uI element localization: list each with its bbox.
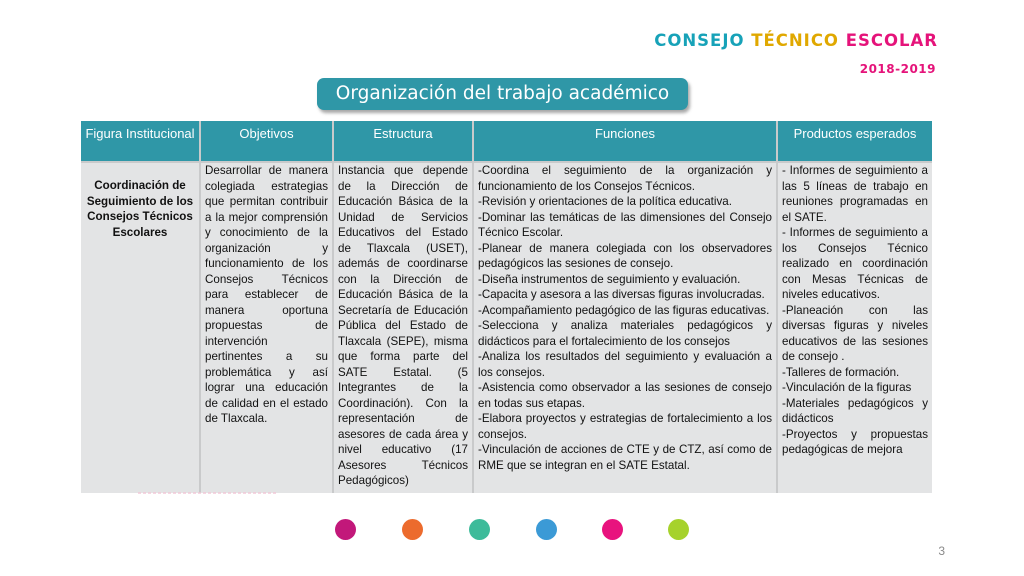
brand-heading bbox=[654, 31, 938, 50]
header-productos: Productos esperados bbox=[778, 121, 932, 161]
producto-item: -Talleres de formación. bbox=[782, 365, 900, 379]
dot-magenta bbox=[335, 519, 356, 540]
funcion-item: -Planear de manera colegiada con los observadores pedagógicos las sesiones de consejo. bbox=[478, 241, 772, 270]
dot-blue bbox=[536, 519, 557, 540]
funcion-item: -Coordina el seguimiento de la organización y funcionamiento de los Consejos Técnicos. bbox=[478, 164, 772, 193]
faint-footer-mark bbox=[138, 492, 278, 494]
slide-title: Organización del trabajo académico bbox=[317, 78, 688, 110]
producto-item: - Informes de seguimiento a los Consejos Técnico realizado en coordinación con Mesas Técnicas de niveles educativos. bbox=[782, 226, 928, 301]
funcion-item: -Dominar las temáticas de las dimensiones del Consejo Técnico Escolar. bbox=[478, 210, 772, 239]
row-productos bbox=[778, 163, 932, 493]
dot-orange bbox=[402, 519, 423, 540]
producto-item: - Informes de seguimiento a las 5 líneas de trabajo en reuniones programadas en el SATE. bbox=[782, 164, 928, 224]
header-figura: Figura Institucional bbox=[81, 121, 199, 161]
decorative-dots bbox=[0, 519, 1024, 543]
funcion-item: -Capacita y asesora a las diversas figuras involucradas. bbox=[478, 288, 765, 301]
producto-item: -Vinculación de la figuras bbox=[782, 381, 912, 394]
brand-word-escolar: ESCOLAR bbox=[845, 31, 938, 50]
page-number: 3 bbox=[938, 544, 945, 558]
brand-word-consejo: CONSEJO bbox=[654, 31, 745, 50]
producto-item: -Proyectos y propuestas pedagógicas de mejora bbox=[782, 427, 928, 456]
row-objetivos: Desarrollar de manera colegiada estrategias que permitan contribuir a la mejor comprensión y conocimiento de la organización y funcionamiento de los Consejos Técnicos para establecer de manera oportuna propuestas de intervención pertinentes a su problemática y así lograr una educación de calidad en el estado de Tlaxcala. bbox=[201, 163, 332, 493]
header-funciones: Funciones bbox=[474, 121, 776, 161]
dot-pink bbox=[602, 519, 623, 540]
academic-organization-table bbox=[81, 121, 932, 493]
header-objetivos: Objetivos bbox=[201, 121, 332, 161]
funcion-item: -Asistencia como observador a las sesiones de consejo en todas sus etapas. bbox=[478, 381, 772, 410]
funcion-item: -Revisión y orientaciones de la política educativa. bbox=[478, 195, 732, 208]
funcion-item: -Vinculación de acciones de CTE y de CTZ, así como de RME que se integran en el SATE Estatal. bbox=[478, 443, 772, 472]
school-year: 2018-2019 bbox=[859, 62, 936, 76]
brand-word-tecnico: TÉCNICO bbox=[751, 31, 839, 50]
producto-item: -Planeación con las diversas figuras y niveles educativos de las sesiones de consejo . bbox=[782, 303, 928, 363]
funcion-item: -Analiza los resultados del seguimiento y evaluación a los consejos. bbox=[478, 350, 772, 379]
funcion-item: -Acompañamiento pedagógico de las figuras educativas. bbox=[478, 303, 770, 317]
funcion-item: -Elabora proyectos y estrategias de fortalecimiento a los consejos. bbox=[478, 412, 772, 441]
row-figura: Coordinación de Seguimiento de los Consejos Técnicos Escolares bbox=[81, 163, 199, 493]
row-estructura: Instancia que depende de la Dirección de Educación Básica de la Unidad de Servicios Educativos del Estado de Tlaxcala (USET), además de coordinarse con la Dirección de Educación Básica de la Secretaría de Educación Pública del Estado de Tlaxcala (SEPE), misma que forma parte del SATE Estatal. (5 Integrantes de la Coordinación). Con la representación de asesores de cada área y nivel educativo (17 Asesores Técnicos Pedagógicos) bbox=[334, 163, 472, 493]
producto-item: -Materiales pedagógicos y didácticos bbox=[782, 396, 928, 425]
row-funciones bbox=[474, 163, 776, 493]
dot-teal bbox=[469, 519, 490, 540]
dot-lime bbox=[668, 519, 689, 540]
header-estructura: Estructura bbox=[334, 121, 472, 161]
funcion-item: -Selecciona y analiza materiales pedagógicos y didácticos para el fortalecimiento de los consejos bbox=[478, 319, 772, 348]
funcion-item: -Diseña instrumentos de seguimiento y evaluación. bbox=[478, 272, 741, 286]
